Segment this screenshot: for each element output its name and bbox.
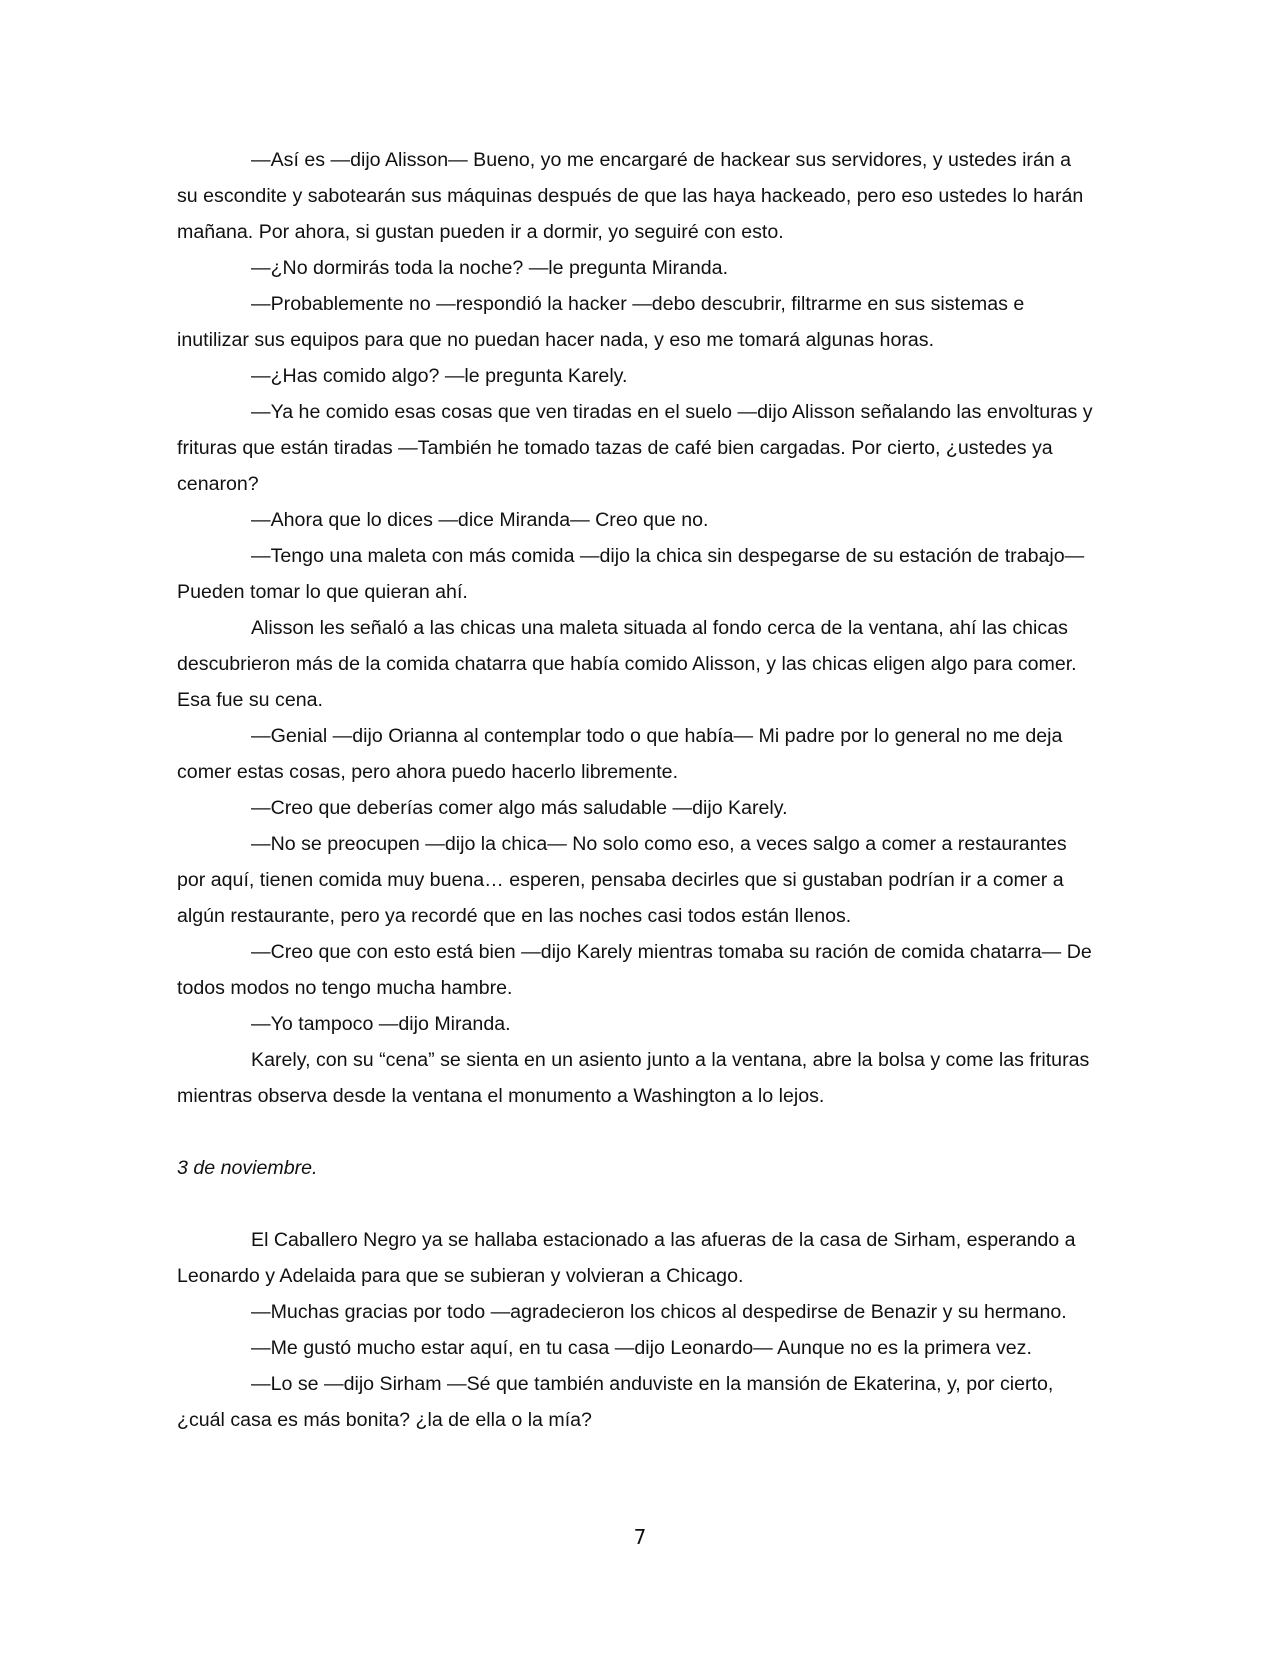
paragraph: —Yo tampoco —dijo Miranda. <box>251 1013 511 1035</box>
date-heading: 3 de noviembre. <box>177 1157 318 1179</box>
paragraph: —Muchas gracias por todo —agradecieron los chicos al despedirse de Benazir y su hermano. <box>251 1301 1067 1323</box>
paragraph: —Creo que con esto está bien —dijo Karely mientras tomaba su ración de comida chatarra— De todos modos no tengo mucha hambre. <box>177 941 1092 999</box>
paragraph: —¿No dormirás toda la noche? —le pregunta Miranda. <box>251 257 729 279</box>
paragraph: —Ya he comido esas cosas que ven tiradas en el suelo —dijo Alisson señalando las envolturas y frituras que están tiradas —También he tomado tazas de café bien cargadas. Por cierto, ¿ustedes ya cenaron? <box>177 401 1093 495</box>
paragraph: —Ahora que lo dices —dice Miranda— Creo que no. <box>251 509 709 531</box>
paragraph: —Creo que deberías comer algo más saludable —dijo Karely. <box>251 797 788 819</box>
paragraph: —Lo se —dijo Sirham —Sé que también anduviste en la mansión de Ekaterina, y, por cierto, ¿cuál casa es más bonita? ¿la de ella o la mía? <box>177 1373 1054 1431</box>
paragraph: Alisson les señaló a las chicas una maleta situada al fondo cerca de la ventana, ahí las chicas descubrieron más de la comida chatarra que había comido Alisson, y las chicas eligen algo para comer. Esa fue su cena. <box>177 617 1077 711</box>
paragraph: —Así es —dijo Alisson— Bueno, yo me encargaré de hackear sus servidores, y ustedes irán a su escondite y sabotearán sus máquinas después de que las haya hackeado, pero eso ustedes lo harán mañana. Por ahora, si gustan pueden ir a dormir, yo seguiré con esto. <box>177 149 1084 243</box>
paragraph: —No se preocupen —dijo la chica— No solo como eso, a veces salgo a comer a restaurantes por aquí, tienen comida muy buena… esperen, pensaba decirles que si gustaban podrían ir a comer a algún restaurante, pero ya recordé que en las noches casi todos están llenos. <box>177 833 1067 927</box>
paragraph: —Probablemente no —respondió la hacker —debo descubrir, filtrarme en sus sistemas e inutilizar sus equipos para que no puedan hacer nada, y eso me tomará algunas horas. <box>177 293 1025 351</box>
body-text-part-2 <box>177 1222 1097 1438</box>
paragraph: —¿Has comido algo? —le pregunta Karely. <box>251 365 628 387</box>
paragraph: Karely, con su “cena” se sienta en un asiento junto a la ventana, abre la bolsa y come las frituras mientras observa desde la ventana el monumento a Washington a lo lejos. <box>177 1049 1090 1107</box>
paragraph: —Genial —dijo Orianna al contemplar todo o que había— Mi padre por lo general no me deja comer estas cosas, pero ahora puedo hacerlo libremente. <box>177 725 1063 783</box>
paragraph: —Me gustó mucho estar aquí, en tu casa —dijo Leonardo— Aunque no es la primera vez. <box>251 1337 1032 1359</box>
paragraph: El Caballero Negro ya se hallaba estacionado a las afueras de la casa de Sirham, esperando a Leonardo y Adelaida para que se subieran y volvieran a Chicago. <box>177 1229 1076 1287</box>
body-text-part-1 <box>177 142 1097 1114</box>
paragraph: —Tengo una maleta con más comida —dijo la chica sin despegarse de su estación de trabajo— Pueden tomar lo que quieran ahí. <box>177 545 1085 603</box>
page-number: 7 <box>633 1525 647 1549</box>
